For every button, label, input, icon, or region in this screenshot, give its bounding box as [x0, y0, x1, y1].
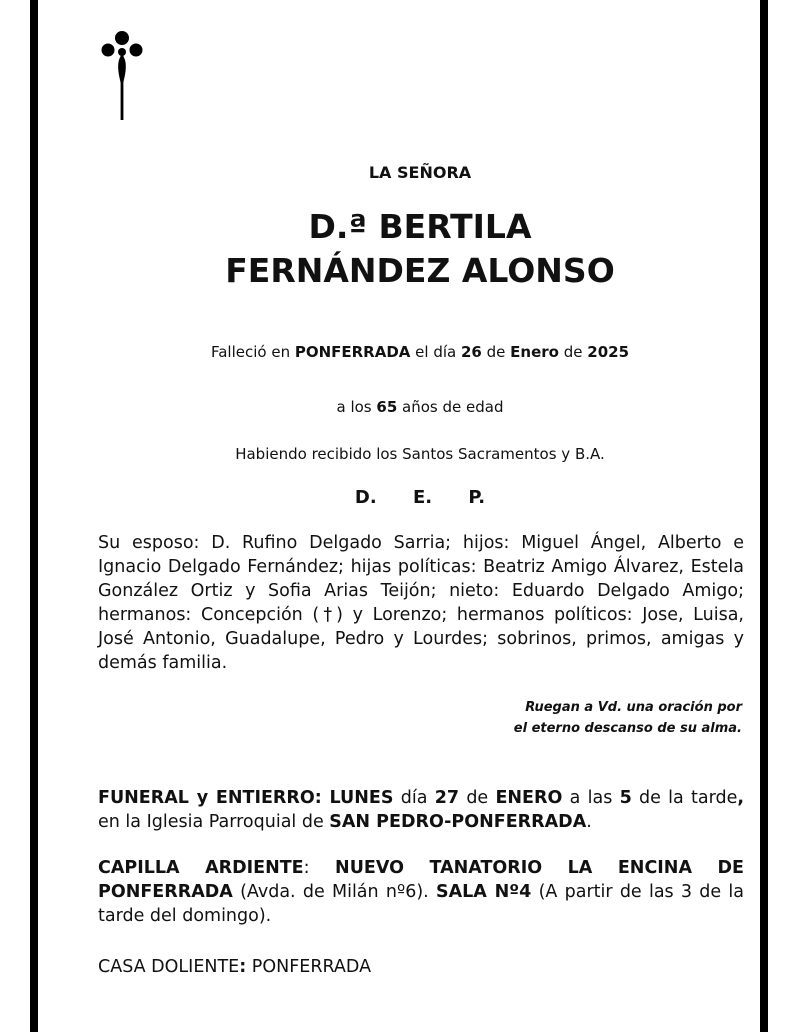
cross-icon: [98, 28, 146, 124]
funeral-t1: día: [393, 788, 435, 808]
prayer-line-1: Ruegan a Vd. una oración por: [525, 700, 742, 715]
death-prefix: Falleció en: [210, 343, 295, 361]
funeral-label: FUNERAL y ENTIERRO: LUNES: [98, 788, 394, 808]
capilla-venue: NUEVO TANATORIO LA ENCINA DE PONFERRADA: [98, 858, 744, 902]
funeral-month: ENERO: [495, 788, 563, 808]
casa-label: CASA DOLIENTE: [98, 957, 240, 977]
funeral-t6: .: [586, 812, 592, 832]
capilla-address: (Avda. de Milán nº6).: [232, 882, 436, 902]
age-line: [98, 398, 742, 416]
prayer-text: [440, 697, 742, 739]
dep-line: D. E. P.: [354, 487, 486, 508]
name-line-2: FERNÁNDEZ ALONSO: [225, 251, 615, 290]
left-border: [30, 0, 38, 1032]
capilla-paragraph: [98, 856, 744, 928]
funeral-comma: ,: [737, 788, 744, 808]
name-line-1: D.ª BERTILA: [308, 207, 532, 246]
death-day-prefix: el día: [410, 343, 461, 361]
death-of2: de: [558, 343, 588, 361]
death-year: 2025: [587, 343, 630, 361]
age-suffix: años de edad: [397, 398, 504, 416]
casa-place: PONFERRADA: [246, 957, 372, 977]
age-years: 65: [376, 398, 398, 416]
capilla-colon: :: [303, 858, 310, 878]
death-line: [98, 343, 742, 361]
sacraments-line: Habiendo recibido los Santos Sacramentos y B.A.: [235, 445, 605, 463]
capilla-room: SALA Nº4: [436, 882, 532, 902]
funeral-t5: en la Iglesia Parroquial de: [98, 812, 330, 832]
family-paragraph: Su esposo: D. Rufino Delgado Sarria; hijos: Miguel Ángel, Alberto e Ignacio Delgado Fernández; hijas políticas: Beatriz Amigo Álvarez, Estela González Ortiz y Sofia Arias Teijón; nieto: Eduardo Delgado Amigo; hermanos: Concepción (†) y Lorenzo; hermanos políticos: Jose, Luisa, José Antonio, Guadalupe, Pedro y Lourdes; sobrinos, primos, amigas y demás familia.: [98, 533, 744, 673]
death-day: 26: [461, 343, 482, 361]
funeral-t2: de: [459, 788, 496, 808]
funeral-church: SAN PEDRO-PONFERRADA: [329, 812, 587, 832]
deceased-name: [98, 205, 742, 293]
funeral-day: 27: [434, 788, 460, 808]
capilla-note: (A partir de las 3 de la tarde del domingo).: [98, 882, 745, 926]
funeral-hour: 5: [619, 788, 632, 808]
casa-colon: :: [239, 957, 247, 977]
funeral-paragraph: [98, 786, 744, 834]
age-prefix: a los: [336, 398, 377, 416]
death-month: Enero: [510, 343, 559, 361]
capilla-label: CAPILLA ARDIENTE: [98, 858, 304, 878]
title-label: LA SEÑORA: [368, 163, 472, 182]
death-place: PONFERRADA: [294, 343, 411, 361]
death-of1: de: [481, 343, 511, 361]
funeral-t3: a las: [562, 788, 620, 808]
prayer-line-2: el eterno descanso de su alma.: [513, 721, 742, 736]
casa-doliente-line: [98, 955, 744, 979]
funeral-t4: de la tarde: [631, 788, 738, 808]
right-border: [760, 0, 768, 1032]
